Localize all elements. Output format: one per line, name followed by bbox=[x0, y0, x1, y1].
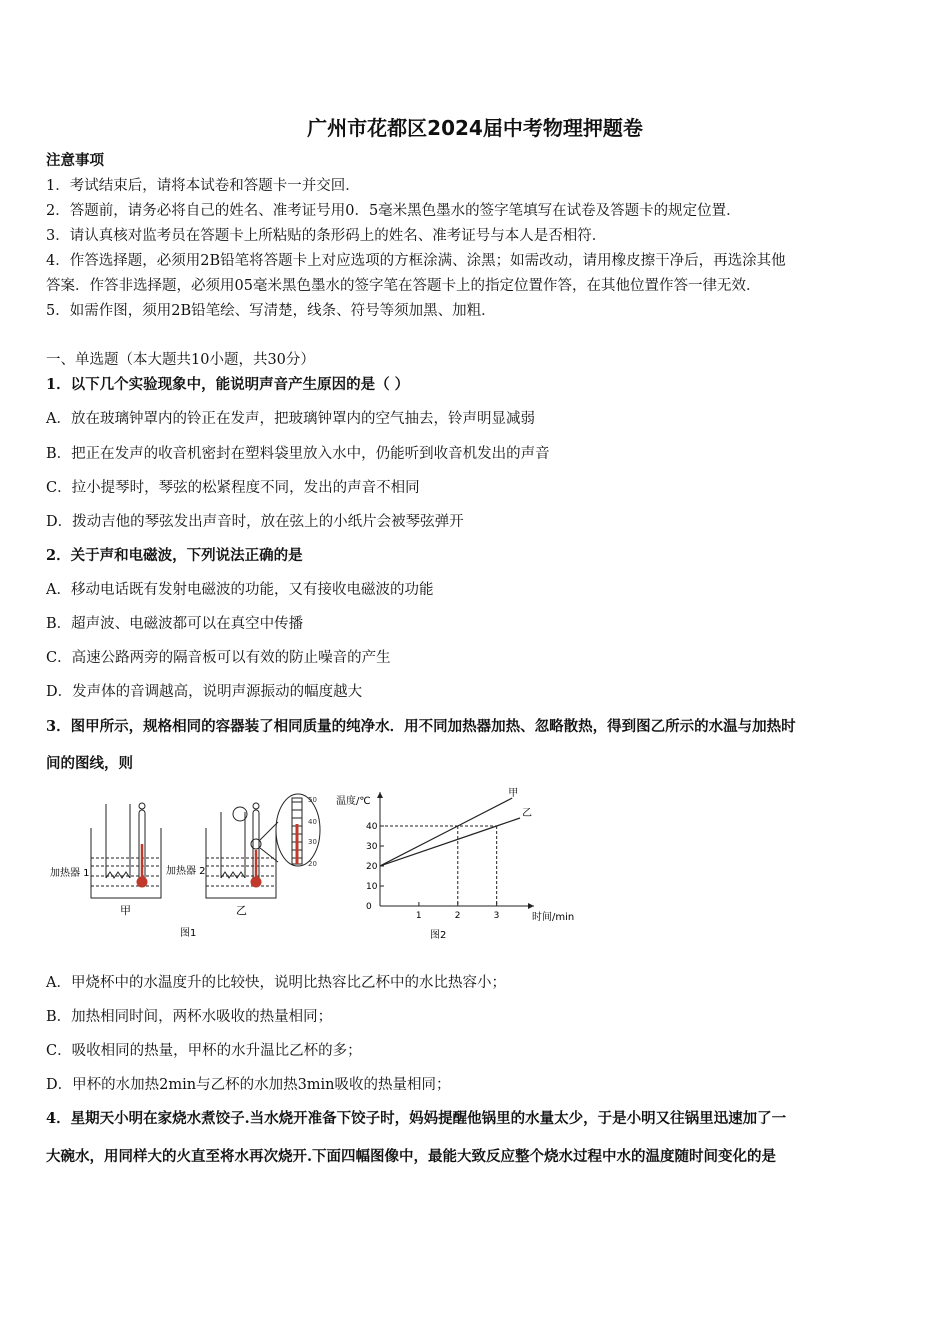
question-2-option-b: B．超声波、电磁波都可以在真空中传播 bbox=[46, 616, 304, 632]
figure-2-caption: 图2 bbox=[430, 930, 447, 941]
question-1-option-a: A．放在玻璃钟罩内的铃正在发声，把玻璃钟罩内的空气抽去，铃声明显减弱 bbox=[46, 411, 535, 427]
scale-20: 20 bbox=[308, 860, 317, 868]
y-tick-label: 20 bbox=[366, 862, 378, 872]
series-line-yi bbox=[380, 818, 520, 866]
notice-item: 答案．作答非选择题，必须用05毫米黑色墨水的签字笔在答题卡上的指定位置作答，在其他位置作答一律无效． bbox=[46, 278, 761, 294]
series-label: 乙 bbox=[522, 808, 532, 819]
x-axis-arrow bbox=[528, 903, 534, 909]
question-3-figure bbox=[46, 784, 575, 944]
scale-50: 50 bbox=[308, 796, 317, 804]
section-heading: 一、单选题（本大题共10小题，共30分） bbox=[46, 352, 315, 368]
beaker-jia-label: 甲 bbox=[120, 904, 131, 917]
question-1-option-b: B．把正在发声的收音机密封在塑料袋里放入水中，仍能听到收音机发出的声音 bbox=[46, 446, 550, 462]
y-axis-arrow bbox=[377, 792, 383, 798]
notice-item: 2．答题前，请务必将自己的姓名、准考证号用0．5毫米黑色墨水的签字笔填写在试卷及答题卡的规定位置． bbox=[46, 203, 741, 219]
x-axis-label: 时间/min bbox=[532, 912, 575, 923]
notice-item: 4．作答选择题，必须用2B铅笔将答题卡上对应选项的方框涂满、涂黑；如需改动，请用橡皮擦干净后，再选涂其他 bbox=[46, 253, 786, 269]
question-4-stem-line1: 4．星期天小明在家烧水煮饺子.当水烧开准备下饺子时，妈妈提醒他锅里的水量太少，于是小明又往锅里迅速加了一 bbox=[46, 1110, 787, 1127]
y-axis-label: 温度/℃ bbox=[336, 796, 371, 807]
question-2-option-a: A．移动电话既有发射电磁波的功能，又有接收电磁波的功能 bbox=[46, 582, 434, 598]
notice-item: 1．考试结束后，请将本试卷和答题卡一并交回． bbox=[46, 178, 360, 194]
x-tick-label: 1 bbox=[415, 911, 422, 921]
question-2-option-c: C．高速公路两旁的隔音板可以有效的防止噪音的产生 bbox=[46, 650, 391, 666]
question-3-stem-line1: 3．图甲所示，规格相同的容器装了相同质量的纯净水．用不同加热器加热、忽略散热，得到图乙所示的水温与加热时 bbox=[46, 718, 796, 735]
notice-item: 5．如需作图，须用2B铅笔绘、写清楚，线条、符号等须加黑、加粗． bbox=[46, 303, 496, 319]
question-2-option-d: D．发声体的音调越高，说明声源振动的幅度越大 bbox=[46, 684, 363, 700]
beaker-jia bbox=[91, 803, 161, 898]
thermometer-magnified bbox=[276, 794, 320, 866]
figure-1-caption: 图1 bbox=[180, 928, 197, 939]
question-1-option-d: D．拨动吉他的琴弦发出声音时，放在弦上的小纸片会被琴弦弹开 bbox=[46, 514, 464, 530]
notice-heading: 注意事项 bbox=[46, 152, 104, 169]
x-tick-label: 2 bbox=[454, 911, 461, 921]
question-3-stem-line2: 间的图线，则 bbox=[46, 755, 133, 772]
beaker-yi-label: 乙 bbox=[236, 904, 247, 917]
y-tick-label: 40 bbox=[366, 822, 378, 832]
question-3-option-d: D．甲杯的水加热2min与乙杯的水加热3min吸收的热量相同； bbox=[46, 1077, 451, 1093]
y-tick-label: 30 bbox=[366, 842, 378, 852]
y-tick-label: 10 bbox=[366, 882, 378, 892]
scale-40: 40 bbox=[308, 818, 317, 826]
question-3-option-a: A．甲烧杯中的水温度升的比较快，说明比热容比乙杯中的水比热容小； bbox=[46, 975, 506, 991]
figure-svg bbox=[46, 784, 575, 944]
question-3-option-c: C．吸收相同的热量，甲杯的水升温比乙杯的多； bbox=[46, 1043, 362, 1059]
y-tick-label: 0 bbox=[366, 902, 372, 912]
question-1-stem: 1．以下几个实验现象中，能说明声音产生原因的是（ ） bbox=[46, 376, 410, 393]
scale-30: 30 bbox=[308, 838, 317, 846]
heater-2-label: 加热器 2 bbox=[166, 866, 206, 877]
question-1-option-c: C．拉小提琴时，琴弦的松紧程度不同，发出的声音不相同 bbox=[46, 480, 420, 496]
series-line-jia bbox=[380, 798, 512, 866]
question-3-option-b: B．加热相同时间，两杯水吸收的热量相同； bbox=[46, 1009, 333, 1025]
notice-item: 3．请认真核对监考员在答题卡上所粘贴的条形码上的姓名、准考证号与本人是否相符． bbox=[46, 228, 607, 244]
question-4-stem-line2: 大碗水，用同样大的火直至将水再次烧开.下面四幅图像中，最能大致反应整个烧水过程中水的温度随时间变化的是 bbox=[46, 1148, 777, 1165]
beaker-yi bbox=[206, 803, 278, 898]
temperature-time-chart bbox=[336, 787, 574, 941]
page-title: 广州市花都区2024届中考物理押题卷 bbox=[307, 116, 643, 140]
question-2-stem: 2．关于声和电磁波，下列说法正确的是 bbox=[46, 547, 303, 564]
heater-1-label: 加热器 1 bbox=[50, 868, 90, 879]
x-tick-label: 3 bbox=[493, 911, 500, 921]
series-label: 甲 bbox=[508, 788, 519, 799]
